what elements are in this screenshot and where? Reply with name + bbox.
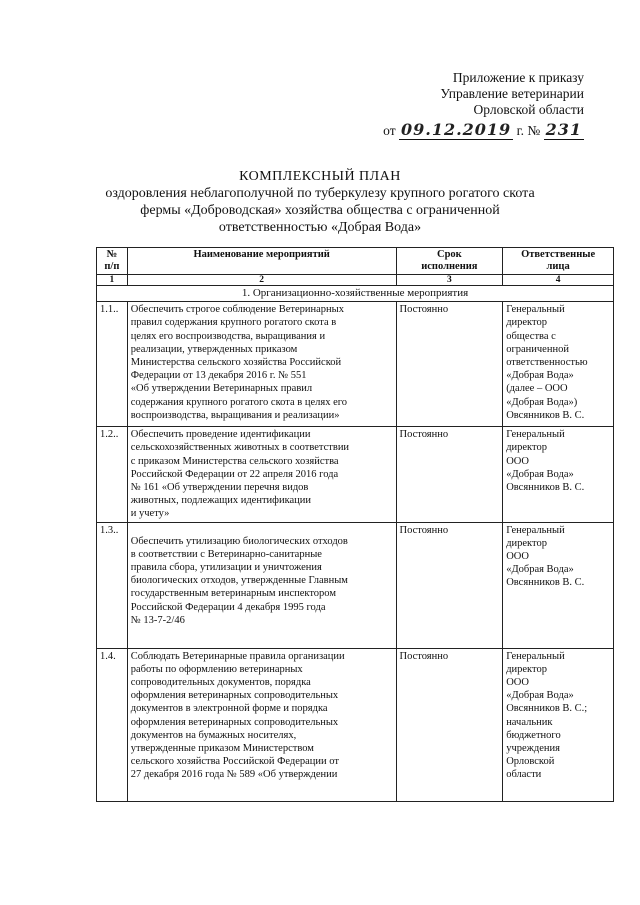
- row-activity: Соблюдать Ветеринарные правила организации работы по оформлению ветеринарных сопроводительных документов, порядка оформления ветеринарных сопроводительных документов в электронной форме и порядка оформления ветеринарных сопроводительных документов на бумажных носителях, утвержденные приказом Министерством сельского хозяйства Российской Федерации от 27 декабря 2016 года № 589 «Об утверждении: [127, 648, 396, 801]
- column-number: 2: [127, 275, 396, 286]
- row-responsible: Генеральный директор ООО «Добрая Вода» Овсянников В. С.: [503, 522, 614, 648]
- row-term: Постоянно: [396, 522, 503, 648]
- table-row: [97, 522, 614, 648]
- row-number: 1.1..: [97, 302, 128, 427]
- order-date-line: [383, 122, 584, 139]
- appendix-header: [383, 70, 584, 139]
- title-line-1: оздоровления неблагополучной по туберкулезу крупного рогатого скота: [105, 186, 535, 201]
- row-activity: Обеспечить строгое соблюдение Ветеринарных правил содержания крупного рогатого скота в целях его воспроизводства, выращивания и реализации, утвержденных приказом Министерства сельского хозяйства Российской Федерации от 13 декабря 2016 г. № 551 «Об утверждении Ветеринарных правил содержания крупного рогатого скота в целях его воспроизводства, выращивания и реализации»: [127, 302, 396, 427]
- section-title: 1. Организационно-хозяйственные мероприятия: [97, 286, 614, 302]
- table-header-row: [97, 248, 614, 275]
- header-num: № п/п: [97, 248, 128, 275]
- row-number: 1.2..: [97, 427, 128, 522]
- appendix-line-3: Орловской области: [473, 102, 584, 117]
- row-term: Постоянно: [396, 648, 503, 801]
- header-activity: Наименование мероприятий: [127, 248, 396, 275]
- section-row: [97, 286, 614, 302]
- order-date-handwritten: 09.12.2019: [400, 120, 512, 139]
- row-activity: Обеспечить утилизацию биологических отходов в соответствии с Ветеринарно-санитарные правила сбора, утилизации и уничтожения биологических отходов, утвержденные Главным государственным ветеринарным инспектором Российской Федерации 4 декабря 1995 года № 13-7-2/46: [127, 522, 396, 648]
- table-row: [97, 302, 614, 427]
- row-responsible: Генеральный директор ООО «Добрая Вода» Овсянников В. С.: [503, 427, 614, 522]
- table-row: [97, 427, 614, 522]
- row-number: 1.3..: [97, 522, 128, 648]
- appendix-line-1: Приложение к приказу: [452, 70, 584, 85]
- row-number: 1.4.: [97, 648, 128, 801]
- header-term: Срок исполнения: [396, 248, 503, 275]
- column-number: 1: [97, 275, 128, 286]
- date-prefix: от: [383, 123, 396, 138]
- column-number: 4: [503, 275, 614, 286]
- row-term: Постоянно: [396, 427, 503, 522]
- row-activity: Обеспечить проведение идентификации сельскохозяйственных животных в соответствии с приказом Министерства сельского хозяйства Российской Федерации от 22 апреля 2016 года № 161 «Об утверждении перечня видов животных, подлежащих идентификации и учету»: [127, 427, 396, 522]
- plan-table: [96, 247, 614, 802]
- row-term: Постоянно: [396, 302, 503, 427]
- row-responsible: Генеральный директор общества с ограниченной ответственностью «Добрая Вода» (далее – ООО «Добрая Вода») Овсянников В. С.: [503, 302, 614, 427]
- order-number-handwritten: 231: [545, 120, 582, 139]
- title-line-2: фермы «Доброводская» хозяйства общества с ограниченной: [140, 203, 500, 218]
- document-title: КОМПЛЕКСНЫЙ ПЛАН: [239, 169, 401, 184]
- row-responsible: Генеральный директор ООО «Добрая Вода» Овсянников В. С.; начальник бюджетного учреждения Орловской области: [503, 648, 614, 801]
- document-title-block: [90, 168, 550, 236]
- appendix-line-2: Управление ветеринарии: [440, 86, 584, 101]
- column-number-row: [97, 275, 614, 286]
- header-responsible: Ответственные лица: [503, 248, 614, 275]
- date-suffix: г. №: [516, 123, 541, 138]
- table-row: [97, 648, 614, 801]
- column-number: 3: [396, 275, 503, 286]
- title-line-3: ответственностью «Добрая Вода»: [218, 220, 422, 235]
